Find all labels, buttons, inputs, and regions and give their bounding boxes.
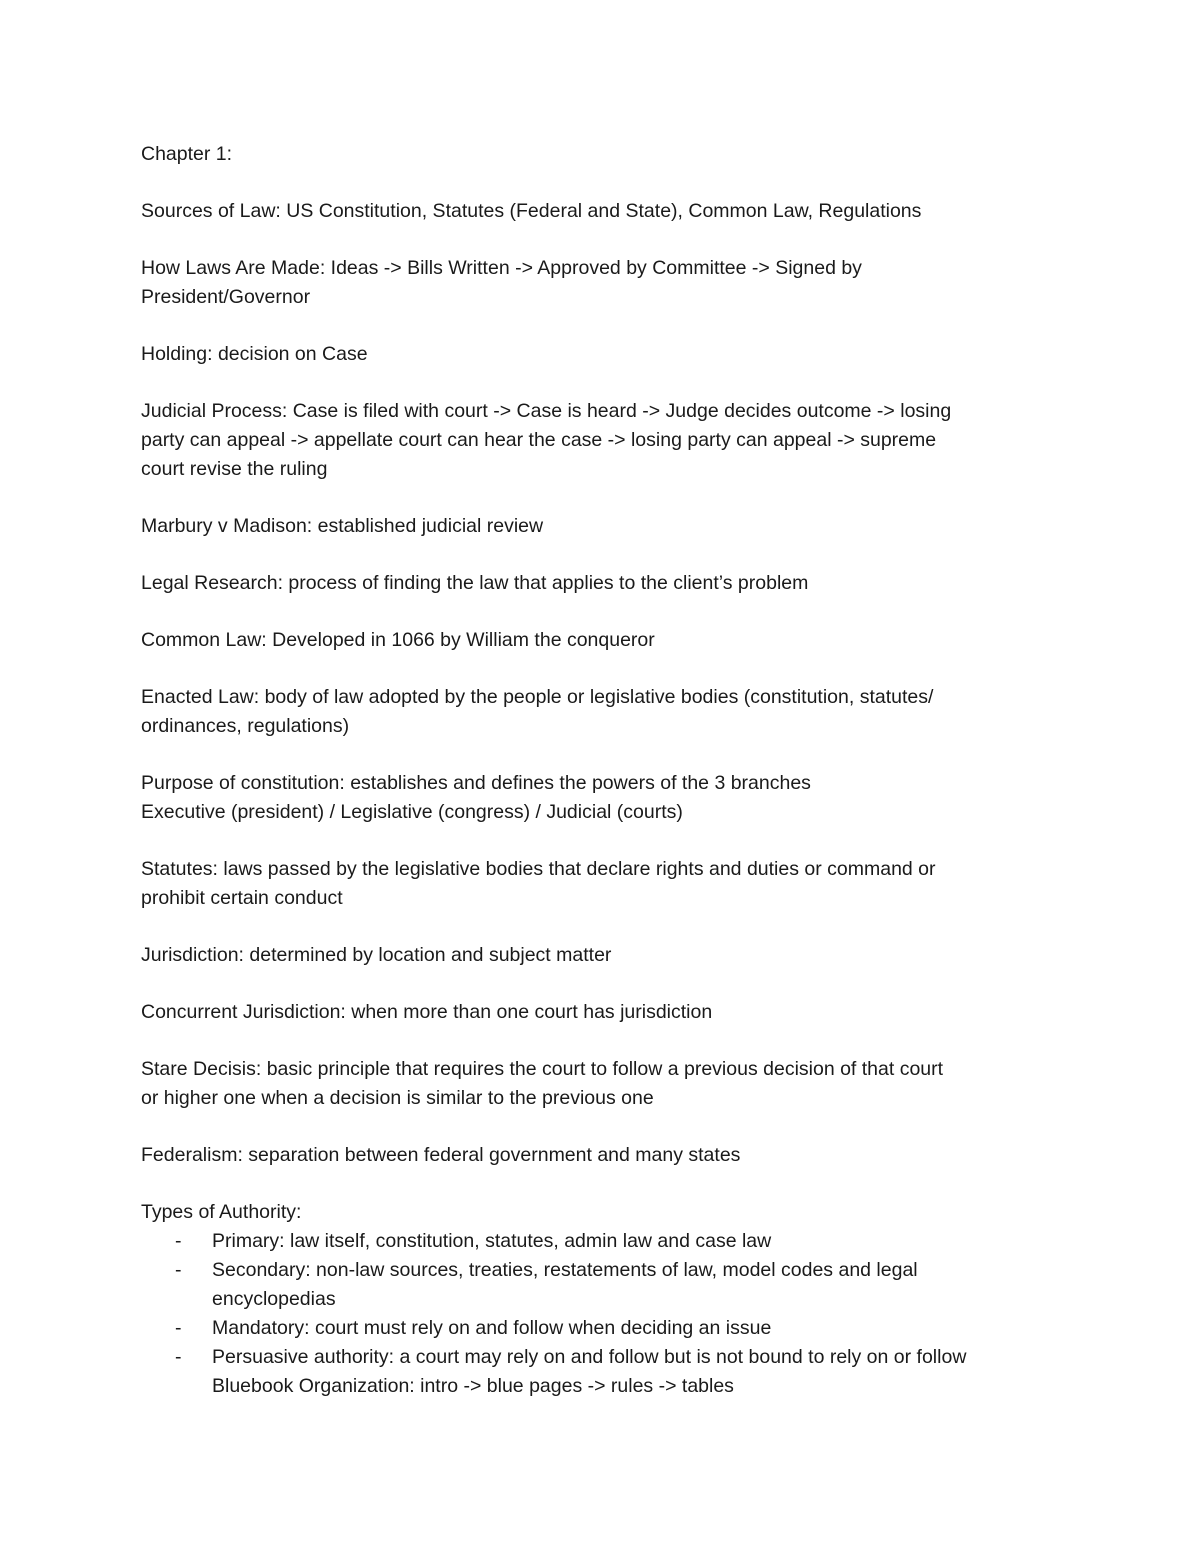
chapter-title (141, 140, 1071, 169)
note-line: Judicial Process: Case is filed with court -> Case is heard -> Judge decides outcome -> losing (141, 400, 952, 422)
note-line: court revise the ruling (141, 458, 328, 480)
note-how-laws-are-made (141, 254, 1071, 312)
note-line: Purpose of constitution: establishes and defines the powers of the 3 branches (141, 772, 811, 794)
note-line: Marbury v Madison: established judicial review (141, 515, 544, 537)
dash-bullet: - (175, 1259, 182, 1281)
note-enacted-law (141, 683, 1071, 741)
note-line: Jurisdiction: determined by location and subject matter (141, 944, 612, 966)
note-line: Stare Decisis: basic principle that requires the court to follow a previous decision of that court (141, 1058, 944, 1080)
authority-list (141, 1227, 1071, 1401)
note-federalism (141, 1141, 1071, 1170)
note-line: President/Governor (141, 286, 311, 308)
dash-bullet: - (175, 1317, 182, 1339)
note-holding (141, 340, 1071, 369)
note-line: Statutes: laws passed by the legislative bodies that declare rights and duties or command or (141, 858, 936, 880)
note-line: Common Law: Developed in 1066 by William the conqueror (141, 629, 655, 651)
note-concurrent-jurisdiction (141, 998, 1071, 1027)
note-purpose-of-constitution (141, 769, 1071, 827)
note-line: ordinances, regulations) (141, 715, 350, 737)
note-line: prohibit certain conduct (141, 887, 343, 909)
note-legal-research (141, 569, 1071, 598)
note-line: How Laws Are Made: Ideas -> Bills Written -> Approved by Committee -> Signed by (141, 257, 862, 279)
types-of-authority-section (141, 1198, 1071, 1401)
list-item (141, 1314, 1071, 1343)
list-item-line: Secondary: non-law sources, treaties, restatements of law, model codes and legal (212, 1259, 918, 1281)
note-line: Concurrent Jurisdiction: when more than one court has jurisdiction (141, 1001, 713, 1023)
note-marbury-v-madison (141, 512, 1071, 541)
note-line: party can appeal -> appellate court can hear the case -> losing party can appeal -> supreme (141, 429, 937, 451)
types-of-authority-heading: Types of Authority: (141, 1201, 302, 1223)
note-line: Enacted Law: body of law adopted by the people or legislative bodies (constitution, statutes/ (141, 686, 934, 708)
dash-bullet: - (175, 1346, 182, 1368)
note-line: Holding: decision on Case (141, 343, 368, 365)
list-item-line: Primary: law itself, constitution, statutes, admin law and case law (212, 1230, 772, 1252)
list-item-line: Persuasive authority: a court may rely on and follow but is not bound to rely on or follow (212, 1346, 967, 1368)
list-item (141, 1256, 1071, 1314)
note-line: Legal Research: process of finding the law that applies to the client’s problem (141, 572, 809, 594)
list-item-line: encyclopedias (212, 1288, 336, 1310)
note-line: Federalism: separation between federal government and many states (141, 1144, 741, 1166)
document-body (141, 140, 1071, 1401)
note-jurisdiction (141, 941, 1071, 970)
note-sources-of-law (141, 197, 1071, 226)
note-stare-decisis (141, 1055, 1071, 1113)
list-item (141, 1227, 1071, 1256)
note-statutes (141, 855, 1071, 913)
note-line: Executive (president) / Legislative (congress) / Judicial (courts) (141, 801, 683, 823)
dash-bullet: - (175, 1230, 182, 1252)
list-item-line: Bluebook Organization: intro -> blue pages -> rules -> tables (212, 1375, 734, 1397)
list-item (141, 1343, 1071, 1401)
note-judicial-process (141, 397, 1071, 484)
note-line: Sources of Law: US Constitution, Statutes (Federal and State), Common Law, Regulations (141, 200, 922, 222)
list-item-line: Mandatory: court must rely on and follow when deciding an issue (212, 1317, 772, 1339)
note-line: or higher one when a decision is similar to the previous one (141, 1087, 654, 1109)
note-common-law (141, 626, 1071, 655)
chapter-title-text: Chapter 1: (141, 143, 233, 165)
